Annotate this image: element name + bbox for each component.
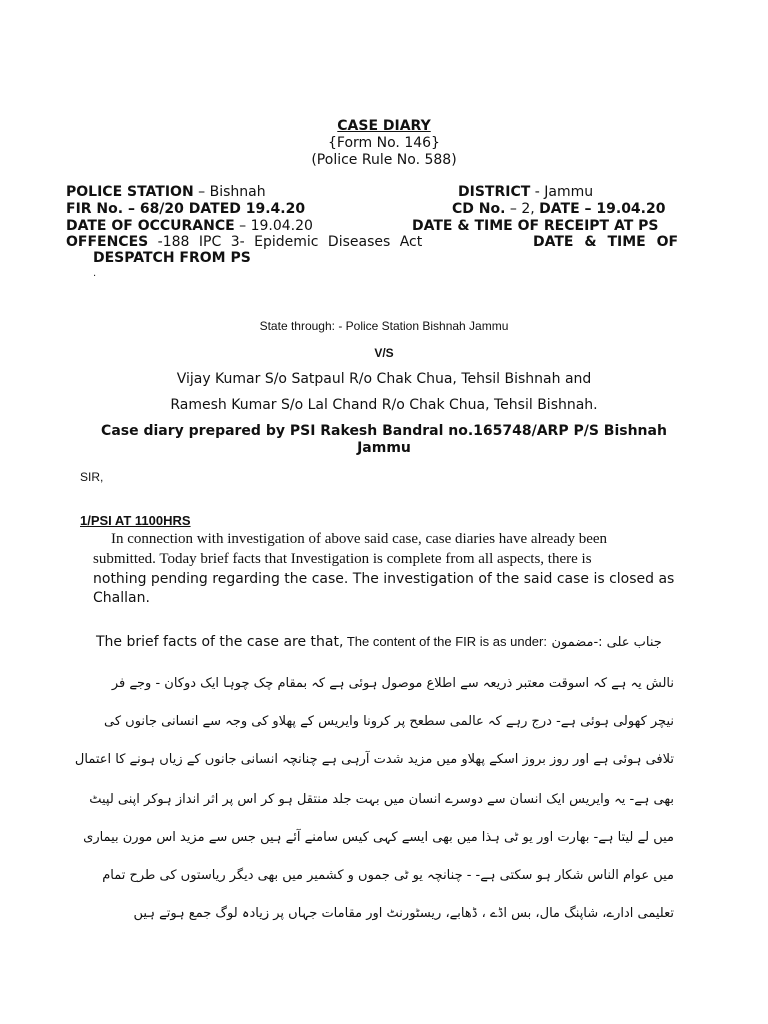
facts-intro: The brief facts of the case are that, <box>96 634 344 650</box>
urdu-line-5: میں لے لیتا ہے- بھارت اور یو ٹی ہذا میں بھی ایسے کہی کیس سامنے آئے ہیں جس سے مزید اس مورن بیماری <box>83 830 674 845</box>
urdu-line-4: بھی ہے- یہ وایریس ایک انسان سے دوسرے انسان میں بہت جلد منتقل ہو کر اس پر اثر انداز ہوکر اپنی لپیٹ <box>89 792 674 807</box>
entry-para-line3: nothing pending regarding the case. The investigation of the said case is closed as <box>93 571 675 587</box>
salutation: SIR, <box>80 470 104 484</box>
urdu-line-3: تلافی ہوئی ہے اور روز بروز اسکے پھلاو میں مزید شدت آرہی ہے چنانچہ انسانی جانوں کے زیاں ہونے کا اعتمال <box>74 752 674 767</box>
entry-para-line1: In connection with investigation of above said case, case diaries have already been <box>111 531 608 547</box>
stray-dot: . <box>93 268 97 279</box>
cd-label: CD No. <box>452 201 506 217</box>
police-station-field <box>66 184 266 201</box>
entry-para-line2 <box>93 551 592 568</box>
fir-number: FIR No. – 68/20 DATED 19.4.20 <box>66 201 306 217</box>
state-through-line: State through: - Police Station Bishnah Jammu <box>259 319 509 333</box>
district-value: - Jammu <box>530 184 594 200</box>
facts-intro-line <box>96 634 662 650</box>
prepared-by-line1: Case diary prepared by PSI Rakesh Bandral no.165748/ARP P/S Bishnah <box>101 423 667 439</box>
cd-number-field <box>452 201 665 218</box>
entry-para-line4: Challan. <box>93 590 150 606</box>
district-label: DISTRICT <box>458 184 531 200</box>
offences-label: OFFENCES <box>66 234 149 250</box>
facts-intro-fir: The content of the FIR is as under: <box>343 634 547 649</box>
accused-1: Vijay Kumar S/o Satpaul R/o Chak Chua, Tehsil Bishnah and <box>176 371 592 387</box>
facts-urdu-tail: جناب علی :-مضمون <box>551 635 662 650</box>
entry-heading: 1/PSI AT 1100HRS <box>80 513 191 528</box>
despatch-label-line2: DESPATCH FROM PS <box>93 250 251 266</box>
prepared-by-line2: Jammu <box>357 440 411 456</box>
versus-label: V/S <box>374 346 394 360</box>
urdu-line-7: تعلیمی ادارے، شاپنگ مال، بس اڈے ، ڈھابے، ریسٹورنٹ اور مقامات جہاں پر زیادہ لوگ جمع ہوتے ہیں <box>133 906 674 921</box>
cd-date: DATE – 19.04.20 <box>539 201 666 217</box>
document-title: CASE DIARY <box>337 118 431 134</box>
offences-field <box>66 234 422 251</box>
occurance-value: – 19.04.20 <box>234 218 313 234</box>
receipt-label: DATE & TIME OF RECEIPT AT PS <box>412 218 659 234</box>
occurance-label: DATE OF OCCURANCE <box>66 218 235 234</box>
police-rule-number: (Police Rule No. 588) <box>311 152 457 168</box>
urdu-line-2: نیچر کھولی ہوئی ہے- درج رہے کہ عالمی سطعح پر کرونا وایریس کے پھلاو کی وجہ سے انسانی جانوں کی <box>104 714 674 729</box>
urdu-line-6: میں عوام الناس شکار ہو سکتی ہے- - چنانچہ یو ٹی جموں و کشمیر میں بھی دیگر ریاستوں کی طرح تمام <box>102 868 674 883</box>
date-of-occurance-field <box>66 218 313 235</box>
entry-para-line2-text: submitted. Today brief facts that Investigation is complete from all aspects, there is <box>93 551 592 567</box>
police-station-label: POLICE STATION <box>66 184 194 200</box>
urdu-line-1: نالش یہ ہے کہ اسوقت معتبر ذریعہ سے اطلاع موصول ہوئی ہے کہ بمقام چک چوہا ایک دوکان - وجے فر <box>111 676 674 691</box>
form-number: {Form No. 146} <box>328 135 440 151</box>
cd-value: – 2, <box>505 201 540 217</box>
district-field <box>458 184 593 201</box>
accused-2: Ramesh Kumar S/o Lal Chand R/o Chak Chua, Tehsil Bishnah. <box>170 397 598 413</box>
police-station-value: – Bishnah <box>193 184 266 200</box>
offences-value: -188 IPC 3- Epidemic Diseases Act <box>148 234 423 250</box>
despatch-label-line1: DATE & TIME OF <box>533 234 679 250</box>
